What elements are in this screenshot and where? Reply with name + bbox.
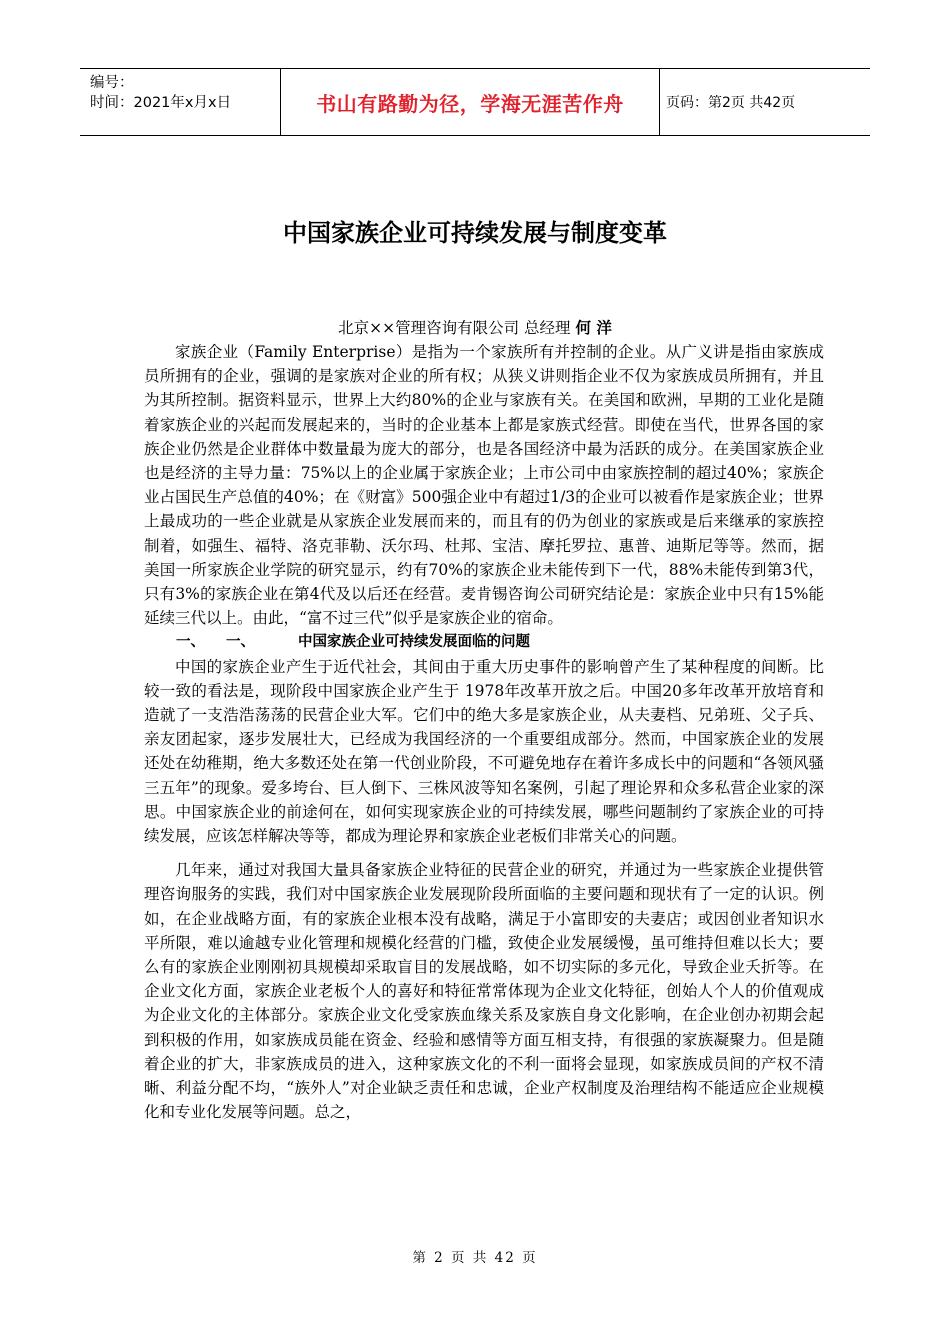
header-motto-cell: [280, 69, 660, 135]
paragraph-analysis: 几年来，通过对我国大量具备家族企业特征的民营企业的研究，并通过为一些家族企业提供管理咨询服务的实践，我们对中国家族企业发展现阶段所面临的主要问题和现状有了一定的认识。例如，在企业战略方面，有的家族企业根本没有战略，满足于小富即安的夫妻店；或因创业者知识水平所限，难以逾越专业化管理和规模化经营的门槛，致使企业发展缓慢，虽可维持但难以长大；要么有的家族企业刚刚初具规模却采取盲目的发展战略，如不切实际的多元化，导致企业夭折等。在企业文化方面，家族企业老板个人的喜好和特征常常体现为企业文化特征，创始人个人的价值观成为企业文化的主体部分。家族企业文化受家族血缘关系及家族自身文化影响，在企业创办初期会起到积极的作用，如家族成员能在资金、经验和感情等方面互相支持，有很强的家族凝聚力。但是随着企业的扩大，非家族成员的进入，这种家族文化的不利一面将会显现，如家族成员间的产权不清晰、利益分配不均，“族外人”对企业缺乏责任和忠诚，企业产权制度及治理结构不能适应企业规模化和专业化发展等问题。总之，: [144, 861, 824, 1122]
author-name: 何 洋: [575, 319, 612, 337]
author-line: [0, 316, 950, 338]
document-body: [144, 340, 824, 1125]
section-title: 中国家族企业可持续发展面临的问题: [298, 634, 530, 651]
section-heading: [144, 630, 824, 654]
document-title: 中国家族企业可持续发展与制度变革: [283, 219, 667, 247]
page-footer: 第 2 页 共 42 页: [412, 1250, 538, 1266]
section-number: 一、: [176, 634, 205, 651]
document-date: 时间：2021年x月x日: [90, 95, 232, 111]
header-page-info: 页码：第2页 共42页: [666, 95, 796, 111]
author-affiliation: 北京××管理咨询有限公司 总经理: [338, 319, 571, 337]
page-header: [80, 68, 870, 136]
paragraph-background: 中国的家族企业产生于近代社会，其间由于重大历史事件的影响曾产生了某种程度的间断。比较一致的看法是，现阶段中国家族企业产生于 1978年改革开放之后。中国20多年改革开放培育和造就了一支浩浩荡荡的民营企业大军。它们中的绝大多是家族企业，从夫妻档、兄弟班、父子兵、亲友团起家，逐步发展壮大，已经成为我国经济的一个重要组成部分。然而，中国家族企业的发展还处在幼稚期，绝大多数还处在第一代创业阶段，不可避免地存在着许多成长中的问题和“各领风骚三五年”的现象。爱多垮台、巨人倒下、三株风波等知名案例，引起了理论界和众多私营企业家的深思。中国家族企业的前途何在，如何实现家族企业的可持续发展，哪些问题制约了家族企业的可持续发展，应该怎样解决等等，都成为理论界和家族企业老板们非常关心的问题。: [144, 657, 824, 846]
header-motto: 书山有路勤为径，学海无涯苦作舟: [316, 91, 624, 116]
section-number-sub: 一、: [226, 634, 255, 651]
document-number-label: 编号：: [90, 75, 134, 91]
paragraph-spacer: [144, 848, 824, 858]
header-meta: [80, 69, 280, 135]
paragraph-intro: 家族企业（Family Enterprise）是指为一个家族所有并控制的企业。从广义讲是指由家族成员所拥有的企业，强调的是家族对企业的所有权；从狭义讲则指企业不仅为家族成员所拥有，并且为其所控制。据资料显示，世界上大约80%的企业与家族有关。在美国和欧洲，早期的工业化是随着家族企业的兴起而发展起来的，当时的企业基本上都是家族式经营。即使在当代，世界各国的家族企业仍然是企业群体中数量最为庞大的部分，也是各国经济中最为活跃的成分。在美国家族企业也是经济的主导力量：75%以上的企业属于家族企业；上市公司中由家族控制的超过40%；家族企业占国民生产总值的40%；在《财富》500强企业中有超过1/3的企业可以被看作是家族企业；世界上最成功的一些企业就是从家族企业发展而来的，而且有的仍为创业的家族或是后来继承的家族控制着，如强生、福特、洛克菲勒、沃尔玛、杜邦、宝洁、摩托罗拉、惠普、迪斯尼等等。然而，据美国一所家族企业学院的研究显示，约有70%的家族企业未能传到下一代，88%未能传到第3代，只有3%的家族企业在第4代及以后还在经营。麦肯锡咨询公司研究结论是：家族企业中只有15%能延续三代以上。由此，“富不过三代”似乎是家族企业的宿命。: [144, 343, 824, 628]
